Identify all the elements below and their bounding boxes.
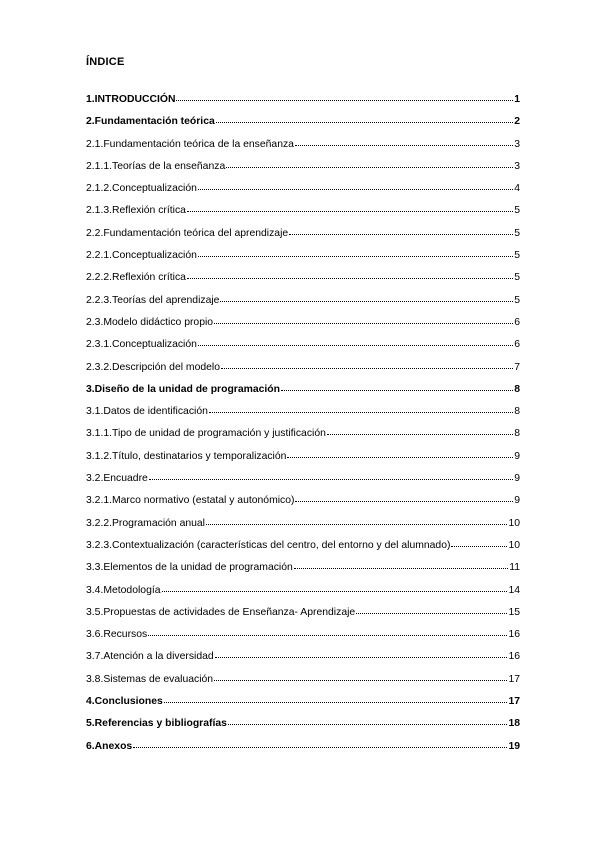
toc-title: ÍNDICE [86,56,125,68]
toc-entry[interactable] [86,160,520,182]
toc-dot-leader [327,426,513,435]
toc-entry-label: 3.2.3.Contextualización (características del centro, del entorno y del alumnado) [86,539,451,551]
toc-entry-label: 4.Conclusiones [86,696,163,708]
toc-entry-page-number: 6 [514,316,520,328]
toc-dot-leader [214,672,507,681]
toc-dot-leader [226,159,513,168]
toc-entry[interactable] [86,717,520,739]
toc-entry-page-number: 16 [508,629,520,641]
toc-entry-page-number: 17 [508,696,520,708]
toc-entry-label: 2.3.Modelo didáctico propio [86,316,214,328]
toc-entry[interactable] [86,383,520,405]
toc-dot-leader [164,694,508,703]
toc-entry-page-number: 8 [514,428,520,440]
toc-entry[interactable] [86,271,520,293]
toc-entry-label: 1.INTRODUCCIÓN [86,94,176,105]
toc-entry-page-number: 1 [514,94,520,105]
toc-entry[interactable] [86,182,520,204]
toc-entry-page-number: 10 [508,539,520,551]
toc-entry-label: 2.2.2.Reflexión crítica [86,272,186,284]
toc-entry[interactable] [86,539,520,561]
toc-entry-page-number: 16 [508,651,520,663]
toc-dot-leader [294,560,508,569]
toc-entry[interactable] [86,204,520,226]
toc-entry-label: 3.1.2.Título, destinatarios y temporalización [86,450,287,462]
toc-entry[interactable] [86,628,520,650]
toc-entry-page-number: 8 [514,406,520,418]
toc-entry[interactable] [86,584,520,606]
toc-entry-label: 2.2.Fundamentación teórica del aprendizaje [86,227,289,239]
toc-dot-leader [187,203,513,212]
toc-entry-label: 3.2.1.Marco normativo (estatal y autonómico) [86,495,295,507]
toc-entry-page-number: 18 [508,718,520,730]
toc-entry[interactable] [86,227,520,249]
toc-entry-page-number: 9 [514,473,520,485]
toc-entry-page-number: 9 [514,450,520,462]
toc-entry-page-number: 5 [514,250,520,262]
toc-entry-page-number: 7 [514,361,520,373]
toc-entry[interactable] [86,494,520,516]
toc-dot-leader [216,114,513,123]
toc-entry-label: 3.3.Elementos de la unidad de programación [86,562,293,574]
toc-dot-leader [162,583,508,592]
toc-entry-page-number: 4 [514,183,520,195]
toc-entry[interactable] [86,472,520,494]
toc-dot-leader [148,627,507,636]
toc-entry-page-number: 14 [508,584,520,596]
toc-entry-label: 3.7.Atención a la diversidad [86,651,214,663]
toc-entry[interactable] [86,450,520,472]
toc-entry-page-number: 19 [508,740,520,752]
toc-entry-label: 3.1.1.Tipo de unidad de programación y justificación [86,428,326,440]
toc-dot-leader [451,538,507,547]
toc-entry[interactable] [86,606,520,628]
toc-dot-leader [206,516,507,525]
toc-entry[interactable] [86,650,520,672]
toc-dot-leader [295,137,513,146]
toc-entry[interactable] [86,740,520,762]
toc-entry-label: 2.3.1.Conceptualización [86,339,197,351]
toc-entry-label: 2.1.3.Reflexión crítica [86,205,186,217]
toc-entry[interactable] [86,316,520,338]
toc-entry-page-number: 5 [514,227,520,239]
toc-entry[interactable] [86,138,520,160]
toc-entry[interactable] [86,517,520,539]
toc-entry-page-number: 8 [514,383,520,395]
toc-entry-page-number: 10 [508,517,520,529]
toc-entry-label: 2.Fundamentación teórica [86,116,215,128]
toc-entry[interactable] [86,695,520,717]
toc-entry-page-number: 15 [508,606,520,618]
toc-dot-leader [133,739,507,748]
toc-entry-label: 3.5.Propuestas de actividades de Enseñanza- Aprendizaje [86,606,356,618]
toc-entry[interactable] [86,338,520,360]
toc-entry[interactable] [86,294,520,316]
toc-entry-page-number: 6 [514,339,520,351]
toc-entry-label: 2.2.3.Teorías del aprendizaje [86,294,220,306]
toc-dot-leader [228,716,508,725]
toc-entry[interactable] [86,115,520,137]
toc-entry-label: 2.2.1.Conceptualización [86,250,197,262]
toc-entry[interactable] [86,249,520,271]
toc-dot-leader [198,248,513,257]
toc-entry-label: 3.2.2.Programación anual [86,517,205,529]
toc-entry[interactable] [86,405,520,427]
toc-entry-label: 2.1.Fundamentación teórica de la enseñanza [86,138,294,150]
toc-entry-page-number: 3 [514,160,520,172]
toc-entry-label: 3.Diseño de la unidad de programación [86,383,280,395]
toc-dot-leader [198,337,513,346]
toc-dot-leader [289,226,513,235]
toc-entry-page-number: 17 [508,673,520,685]
toc-entry-page-number: 3 [514,138,520,150]
toc-entry-page-number: 9 [514,495,520,507]
toc-entry[interactable] [86,561,520,583]
toc-entry-page-number: 5 [514,294,520,306]
toc-dot-leader [281,382,513,391]
toc-entry-label: 3.2.Encuadre [86,473,148,485]
toc-dot-leader [198,181,513,190]
toc-dot-leader [220,293,513,302]
toc-entry-label: 2.1.1.Teorías de la enseñanza [86,160,226,172]
toc-dot-leader [221,360,513,369]
toc-entry-page-number: 2 [514,116,520,128]
toc-entry-label: 3.4.Metodología [86,584,161,596]
toc-dot-leader [356,605,507,614]
toc-entry[interactable] [86,361,520,383]
toc-entry-label: 3.1.Datos de identificación [86,406,208,418]
toc-entry-label: 6.Anexos [86,740,133,752]
toc-entry-label: 2.1.2.Conceptualización [86,183,197,195]
toc-entry-label: 3.6.Recursos [86,629,148,641]
toc-entry-label: 3.8.Sistemas de evaluación [86,673,214,685]
toc-entry[interactable] [86,673,520,695]
toc-dot-leader [295,493,513,502]
toc-dot-leader [287,449,513,458]
toc-dot-leader [176,92,513,101]
toc-entry-label: 5.Referencias y bibliografías [86,718,227,730]
table-of-contents [86,93,520,762]
toc-entry-label: 2.3.2.Descripción del modelo [86,361,220,373]
toc-dot-leader [187,270,513,279]
toc-entry-page-number: 5 [514,272,520,284]
toc-dot-leader [215,649,508,658]
toc-dot-leader [149,471,513,480]
toc-entry-page-number: 11 [509,562,520,574]
toc-dot-leader [214,315,513,324]
toc-entry[interactable] [86,427,520,449]
toc-dot-leader [209,404,513,413]
toc-entry[interactable] [86,93,520,115]
toc-entry-page-number: 5 [514,205,520,217]
